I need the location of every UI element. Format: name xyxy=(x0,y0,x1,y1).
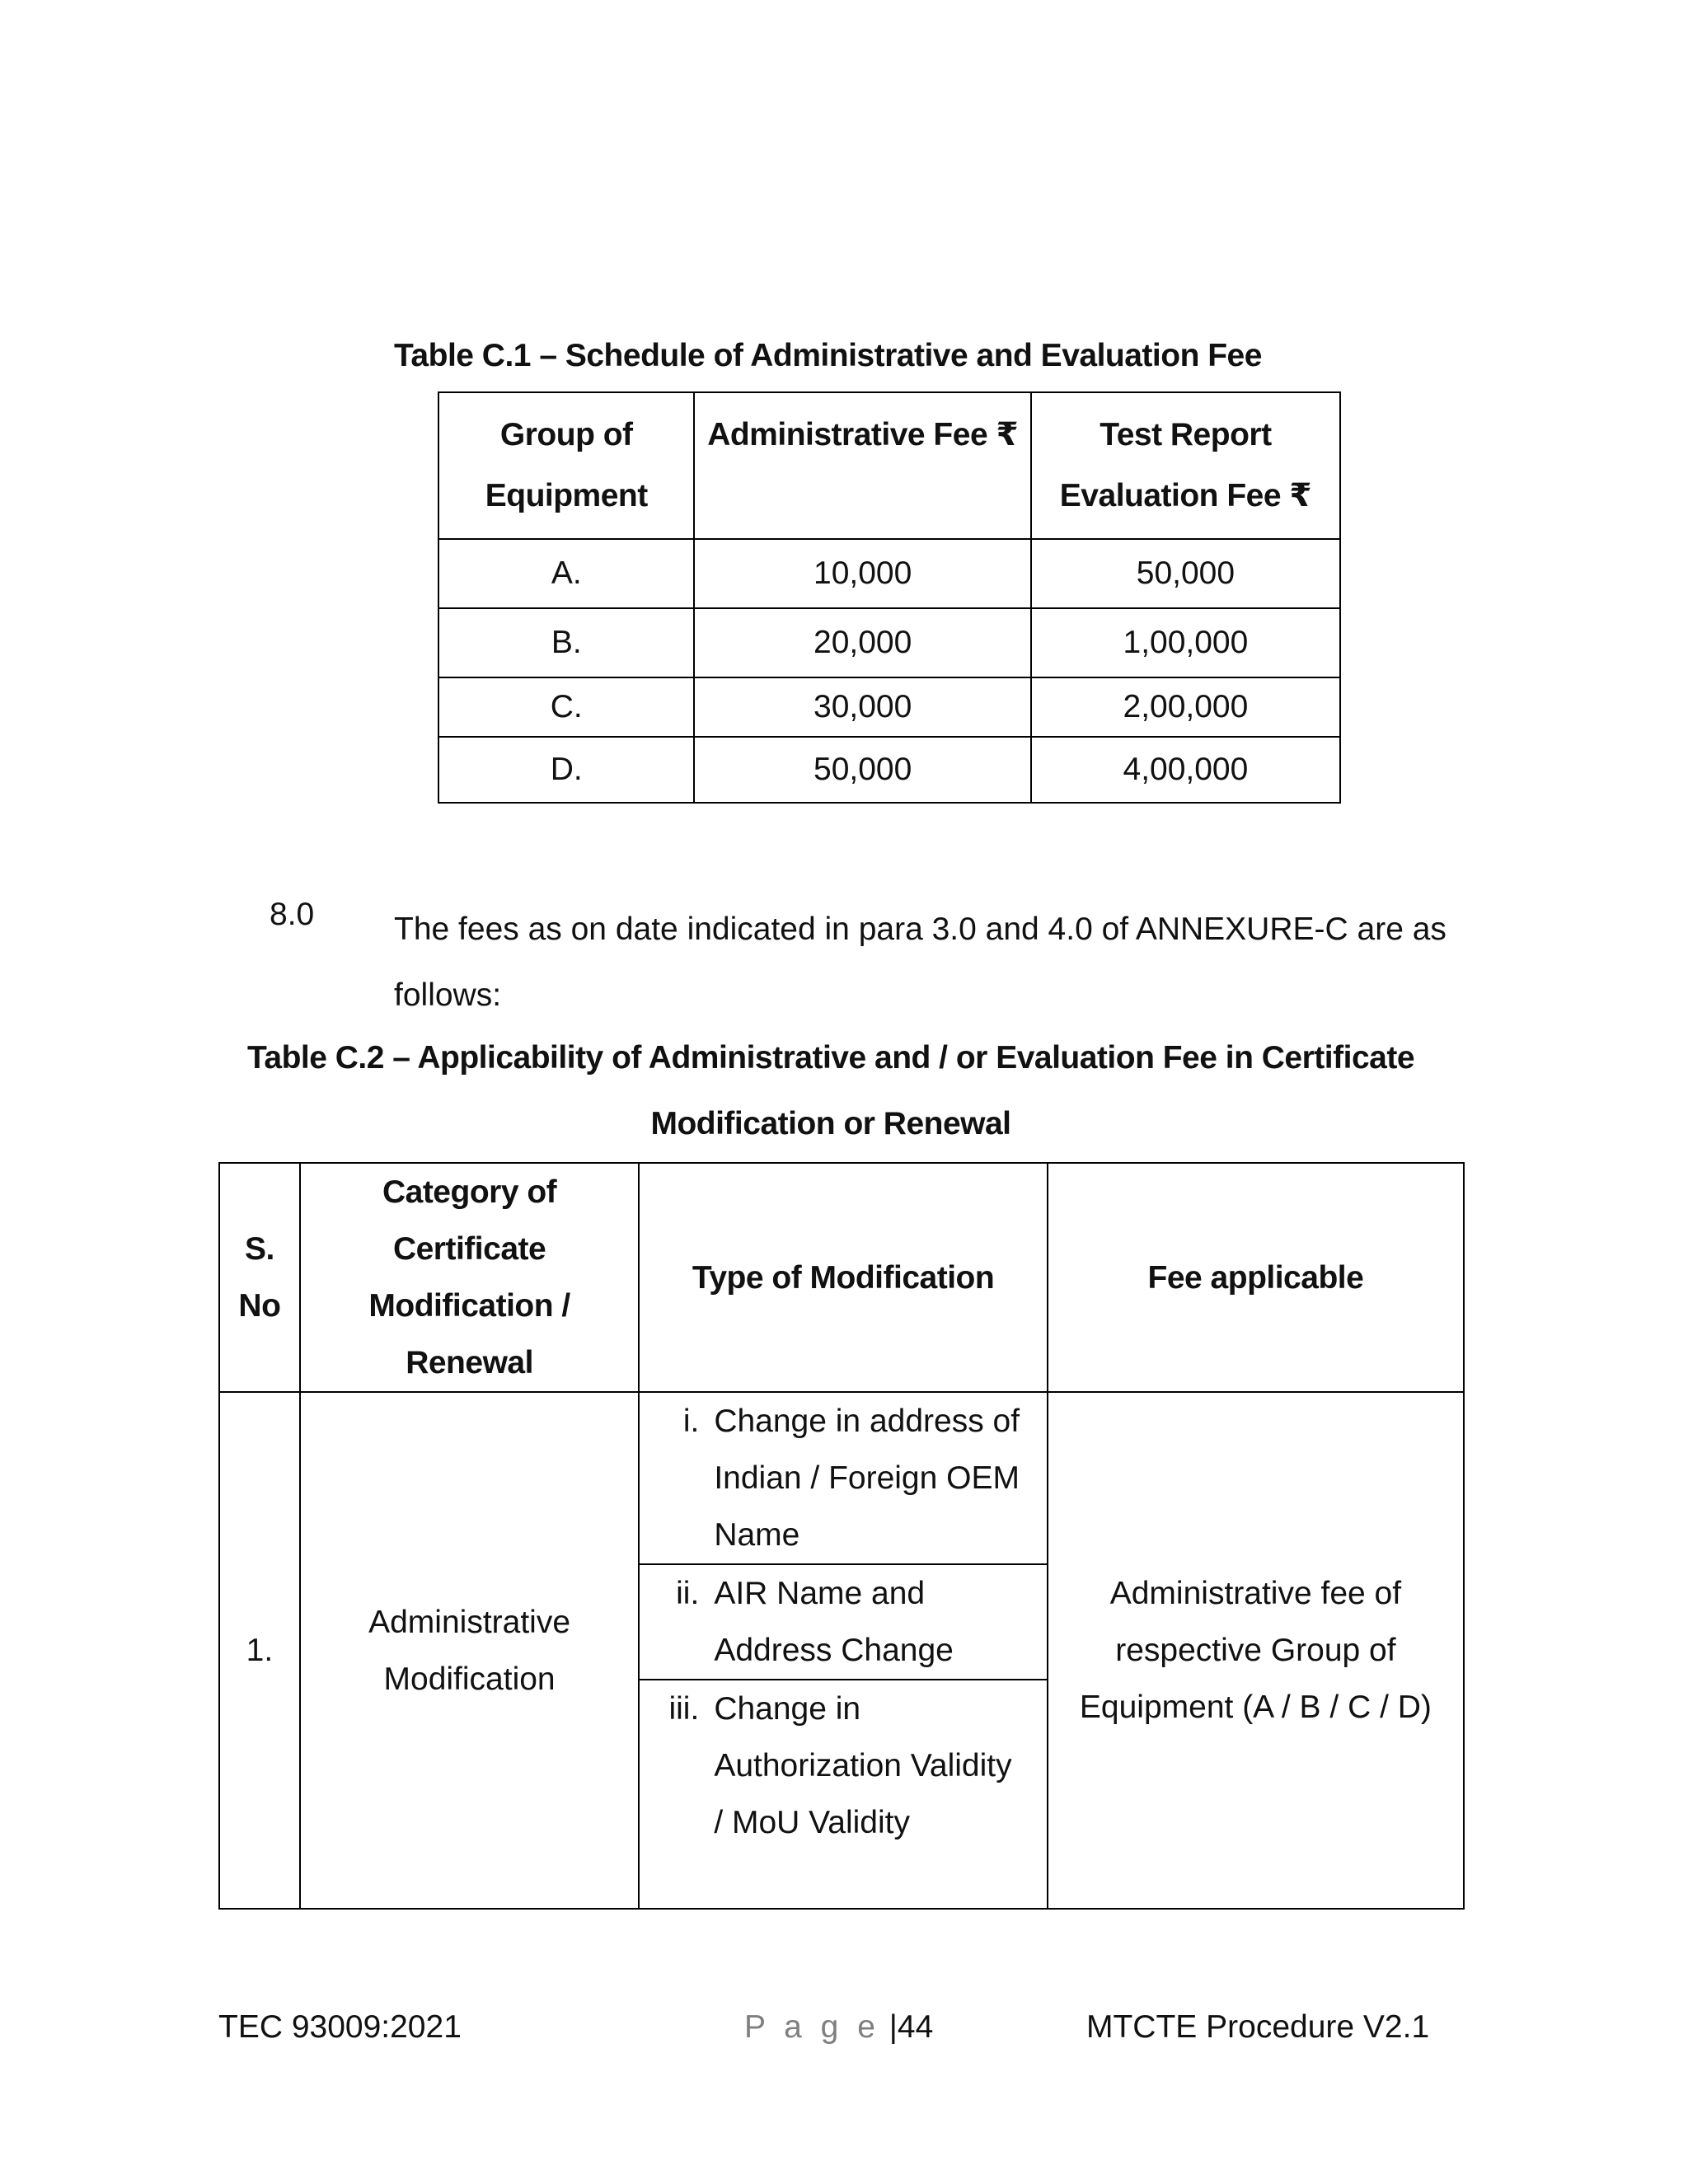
para-text: The fees as on date indicated in para 3.0 and 4.0 of ANNEXURE-C are as follows: xyxy=(394,912,1447,1013)
modification-item xyxy=(640,1393,1047,1563)
cell-admin-fee: 20,000 xyxy=(694,608,1030,677)
header-eval-line1: Test Report xyxy=(1100,417,1272,452)
modification-number: i. xyxy=(682,1404,700,1439)
modification-line2: Authorization Validity xyxy=(714,1748,1012,1783)
cell-admin-fee: 30,000 xyxy=(694,677,1030,737)
header-group-line1: Group of xyxy=(499,417,633,452)
header-group-of-equipment xyxy=(438,392,694,539)
header-sno-line2: No xyxy=(238,1288,281,1324)
cell-eval-fee: 1,00,000 xyxy=(1031,608,1340,677)
table-c1-caption: Table C.1 – Schedule of Administrative and Evaluation Fee xyxy=(394,338,1262,373)
table-c2-caption-line1: Table C.2 – Applicability of Administrative and / or Evaluation Fee in Certificate xyxy=(246,1040,1415,1076)
table-row xyxy=(438,737,1340,803)
cell-eval-fee: 4,00,000 xyxy=(1031,737,1340,803)
header-category-line1: Category of xyxy=(382,1174,557,1210)
table-row xyxy=(438,677,1340,737)
header-s-no xyxy=(219,1163,300,1392)
header-category-line4: Renewal xyxy=(406,1345,533,1380)
footer-page-label: P a g e xyxy=(744,2009,880,2045)
header-category-line3: Modification / xyxy=(368,1288,570,1324)
footer-page-number: 44 xyxy=(897,2009,934,2045)
cell-admin-fee: 50,000 xyxy=(694,737,1030,803)
modification-number: ii. xyxy=(676,1576,700,1611)
cell-modification-ii xyxy=(639,1564,1048,1680)
modification-line1: AIR Name and xyxy=(714,1576,926,1611)
header-test-report-evaluation-fee xyxy=(1031,392,1340,539)
para-number: 8.0 xyxy=(270,897,315,932)
header-category xyxy=(300,1163,639,1392)
table-c2-header-row xyxy=(219,1163,1464,1392)
table-c2-caption xyxy=(218,1025,1443,1157)
table-row xyxy=(438,539,1340,608)
cell-eval-fee: 2,00,000 xyxy=(1031,677,1340,737)
cell-category xyxy=(300,1392,639,1909)
fee-line2: respective Group of xyxy=(1115,1633,1396,1668)
header-type-of-modification: Type of Modification xyxy=(639,1163,1048,1392)
modification-line1: Change in address of xyxy=(714,1404,1020,1439)
fee-line1: Administrative fee of xyxy=(1109,1576,1402,1611)
header-fee-applicable: Fee applicable xyxy=(1048,1163,1464,1392)
modification-item xyxy=(640,1680,1047,1851)
footer-document-title: MTCTE Procedure V2.1 xyxy=(1086,2009,1430,2045)
cell-group: A. xyxy=(438,539,694,608)
table-c2 xyxy=(218,1162,1465,1910)
header-group-line2: Equipment xyxy=(485,478,648,513)
modification-line3: / MoU Validity xyxy=(714,1805,910,1840)
modification-number: iii. xyxy=(668,1691,700,1727)
cell-admin-fee: 10,000 xyxy=(694,539,1030,608)
modification-line3: Name xyxy=(714,1517,800,1553)
modification-line1: Change in xyxy=(714,1691,861,1727)
cell-eval-fee: 50,000 xyxy=(1031,539,1340,608)
footer-page-separator: | xyxy=(889,2009,898,2045)
cell-modification-iii xyxy=(639,1680,1048,1909)
table-c2-caption-line2: Modification or Renewal xyxy=(650,1106,1011,1141)
footer-page xyxy=(744,2009,933,2046)
category-line2: Modification xyxy=(383,1661,556,1697)
cell-sno: 1. xyxy=(219,1392,300,1909)
modification-line2: Address Change xyxy=(714,1633,954,1668)
modification-item xyxy=(640,1565,1047,1679)
table-c1-header-row xyxy=(438,392,1340,539)
header-category-line2: Certificate xyxy=(392,1231,546,1267)
table-row xyxy=(219,1392,1464,1564)
footer-document-id: TEC 93009:2021 xyxy=(218,2009,462,2045)
table-c1 xyxy=(438,391,1341,804)
header-administrative-fee xyxy=(694,392,1030,539)
cell-modification-i xyxy=(639,1392,1048,1564)
cell-group: D. xyxy=(438,737,694,803)
modification-line2: Indian / Foreign OEM xyxy=(714,1460,1020,1496)
header-eval-line2: Evaluation Fee ₹ xyxy=(1059,478,1312,513)
table-row xyxy=(438,608,1340,677)
fee-line3: Equipment (A / B / C / D) xyxy=(1079,1690,1432,1725)
cell-group: B. xyxy=(438,608,694,677)
cell-group: C. xyxy=(438,677,694,737)
header-admin-fee-label: Administrative Fee ₹ xyxy=(707,417,1019,452)
category-line1: Administrative xyxy=(368,1604,571,1640)
header-sno-line1: S. xyxy=(244,1231,274,1267)
cell-fee-applicable xyxy=(1048,1392,1464,1909)
